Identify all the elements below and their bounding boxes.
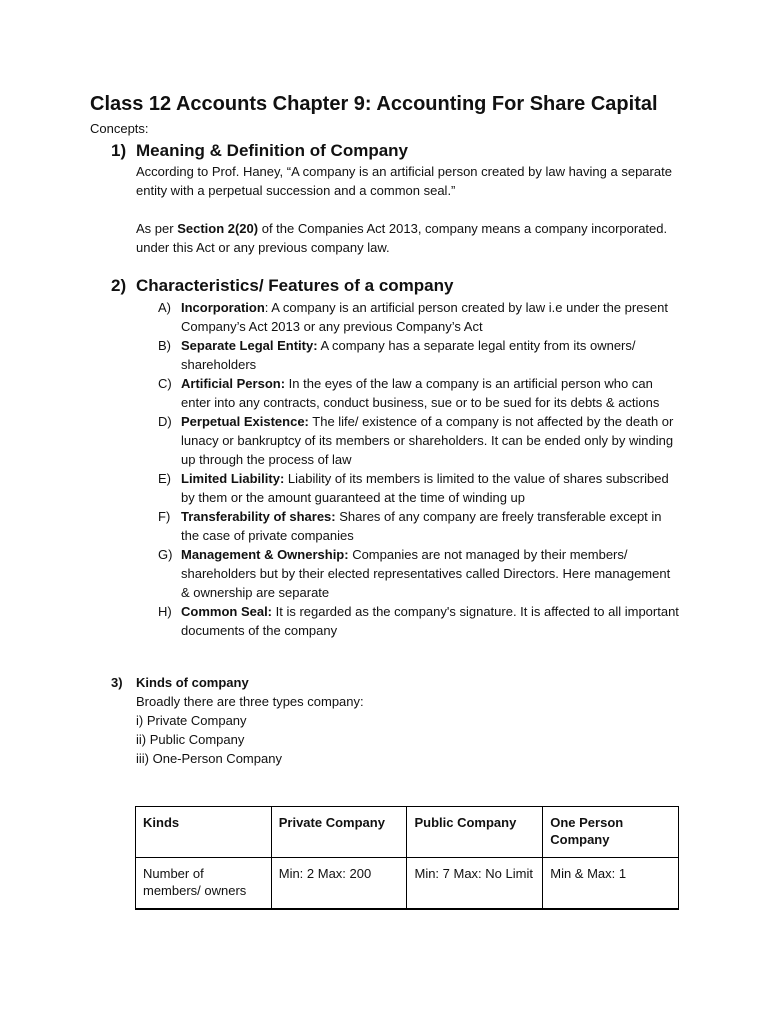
feature-term: Artificial Person: — [181, 376, 286, 391]
page-title: Class 12 Accounts Chapter 9: Accounting For Share Capital — [90, 93, 658, 115]
kinds-table — [135, 806, 679, 910]
table-cell: Min: 7 Max: No Limit — [407, 858, 543, 910]
company-type-item: iii) One-Person Company — [136, 751, 282, 766]
list-item — [136, 298, 681, 336]
features-list — [136, 298, 681, 640]
table-header-cell: Private Company — [271, 807, 407, 858]
feature-term: Perpetual Existence: — [181, 414, 309, 429]
act-section-ref: Section 2(20) — [177, 221, 259, 236]
table-cell: Min & Max: 1 — [543, 858, 679, 910]
concepts-label: Concepts: — [90, 121, 149, 136]
feature-text: Companies are not managed by their members/ shareholders but by their elected representatives called Directors. Here management & ownership are separate — [181, 547, 671, 600]
list-item — [136, 545, 681, 602]
list-marker: A) — [158, 300, 171, 315]
section-1-number: 1) — [111, 141, 127, 160]
list-item — [136, 507, 681, 545]
list-marker: C) — [158, 376, 172, 391]
list-marker: D) — [158, 414, 172, 429]
table-header-cell: One Person Company — [543, 807, 679, 858]
table-row — [136, 858, 679, 910]
section-2-number: 2) — [111, 276, 127, 295]
feature-text: : A company is an artificial person created by law i.e under the present Company’s Act 2013 or any previous Company’s Act — [181, 300, 669, 334]
section-1-heading: Meaning & Definition of Company — [136, 141, 408, 160]
list-item — [136, 469, 681, 507]
section-3-heading: Kinds of company — [136, 675, 249, 690]
table-cell: Number of members/ owners — [136, 858, 272, 910]
list-marker: B) — [158, 338, 171, 353]
table-header-cell: Kinds — [136, 807, 272, 858]
feature-term: Common Seal: — [181, 604, 273, 619]
list-item — [136, 374, 681, 412]
feature-term: Management & Ownership: — [181, 547, 349, 562]
act-rest: of the Companies Act 2013, company means a company incorporated. under this Act or any previous company law. — [136, 221, 668, 255]
section-3-number: 3) — [111, 675, 123, 690]
feature-text: The life/ existence of a company is not affected by the death or lunacy or bankruptcy of its members or shareholders. It can be ended only by winding up through the process of law — [181, 414, 674, 467]
list-marker: E) — [158, 471, 171, 486]
section-3-intro: Broadly there are three types company: — [136, 694, 364, 709]
table-cell: Min: 2 Max: 200 — [271, 858, 407, 910]
list-item — [136, 602, 681, 640]
list-marker: F) — [158, 509, 171, 524]
feature-text: Shares of any company are freely transferable except in the case of private companies — [181, 509, 662, 543]
table-header-row — [136, 807, 679, 858]
section-1-definition: According to Prof. Haney, “A company is an artificial person created by law having a separate entity with a perpetual succession and a common seal.” — [136, 164, 672, 198]
feature-term: Incorporation — [181, 300, 265, 315]
act-prefix: As per — [136, 221, 178, 236]
list-item — [136, 412, 681, 469]
list-marker: H) — [158, 604, 172, 619]
feature-term: Separate Legal Entity: — [181, 338, 318, 353]
feature-text: In the eyes of the law a company is an artificial person who can enter into any contracts, conduct business, sue or to be sued for its debts & actions — [181, 376, 660, 410]
feature-text: Liability of its members is limited to the value of shares subscribed by them or the amount guaranteed at the time of winding up — [181, 471, 669, 505]
company-type-item: i) Private Company — [136, 713, 247, 728]
feature-text: A company has a separate legal entity from its owners/ shareholders — [181, 338, 636, 372]
list-marker: G) — [158, 547, 173, 562]
section-1-act-paragraph — [136, 219, 676, 257]
feature-term: Limited Liability: — [181, 471, 285, 486]
company-type-item: ii) Public Company — [136, 732, 245, 747]
table-header-cell: Public Company — [407, 807, 543, 858]
feature-text: It is regarded as the company's signature. It is affected to all important documents of the company — [181, 604, 679, 638]
section-2-heading: Characteristics/ Features of a company — [136, 276, 454, 295]
list-item — [136, 336, 681, 374]
feature-term: Transferability of shares: — [181, 509, 336, 524]
